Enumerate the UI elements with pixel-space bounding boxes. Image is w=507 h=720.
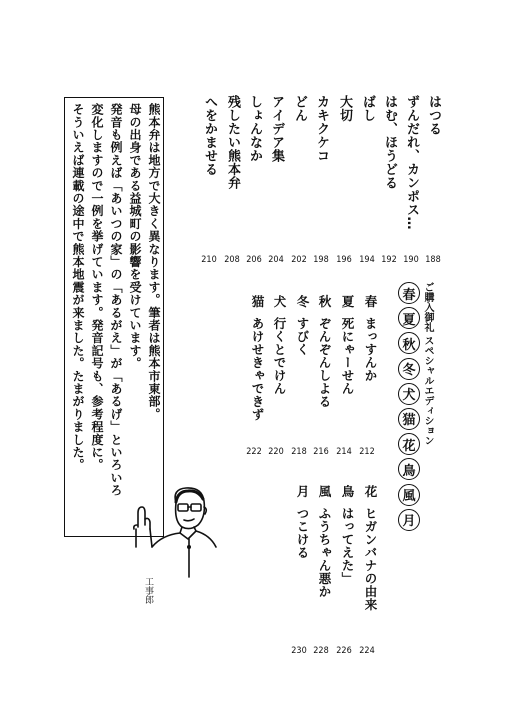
special-item-kanji: 冬 (295, 295, 310, 308)
special-item (270, 295, 288, 395)
note-line: 発音も例えば「あいつの家」の「あるがえ」が「あるげ」といろいろ (109, 103, 123, 497)
special-edition-label: ご購入御礼 スペシャルエディション (422, 282, 433, 446)
special-item (361, 295, 379, 382)
toc-item: はつる (426, 95, 441, 136)
page-number: 226 (336, 646, 352, 656)
toc-item: 残したい熊本弁 (225, 95, 240, 190)
page-number: 204 (268, 255, 284, 265)
special-item (315, 295, 333, 408)
page-number: 192 (381, 255, 397, 265)
special-item (248, 295, 266, 421)
circled-char: 猫 (398, 408, 420, 430)
page-number: 224 (359, 646, 375, 656)
special-item-kanji: 秋 (317, 295, 332, 308)
page-number: 210 (201, 255, 217, 265)
note-line: 変化しますので一例を挙げています。発音記号も、参考程度に。 (90, 103, 104, 472)
note-line: 母の出身である益城町の影響を受けています。 (128, 103, 142, 370)
page-number: 206 (246, 255, 262, 265)
circled-char: 夏 (398, 307, 420, 329)
note-line: そういえば連載の途中で熊本地震が来ました。たまがりました。 (71, 103, 85, 472)
page-number: 230 (291, 646, 307, 656)
special-item-kanji: 月 (295, 485, 310, 498)
toc-item: アイデア集 (269, 95, 284, 163)
toc-item: どん (292, 95, 307, 122)
page-number: 214 (336, 447, 352, 457)
page-number: 196 (336, 255, 352, 265)
special-item (338, 485, 356, 585)
special-item-kanji: 犬 (272, 295, 287, 308)
special-item-text: はってえた」 (340, 507, 355, 585)
toc-item: カキクケコ (314, 95, 329, 163)
page-number: 216 (313, 447, 329, 457)
circled-char: 冬 (398, 358, 420, 380)
toc-item: ばし (360, 95, 375, 122)
special-item-text: ぞんぞんしよる (317, 317, 332, 408)
page-number: 228 (313, 646, 329, 656)
page-number: 208 (224, 255, 240, 265)
page-number: 222 (246, 447, 262, 457)
page-number: 220 (268, 447, 284, 457)
circled-char: 秋 (398, 332, 420, 354)
special-item-kanji: 風 (317, 485, 332, 498)
note-line: 熊本弁は地方で大きく異なります。筆者は熊本市東部。 (147, 103, 161, 421)
special-item-text: つこける (295, 507, 310, 559)
special-item-text: ふうちゃん悪か (317, 507, 332, 598)
special-item-kanji: 春 (363, 295, 378, 308)
special-item-kanji: 鳥 (340, 485, 355, 498)
special-item-kanji: 花 (363, 485, 378, 498)
toc-item: はむ、ほうどる (382, 95, 397, 190)
special-item-text: 行くとでけん (272, 317, 287, 395)
special-item-kanji: 猫 (250, 295, 265, 308)
circled-char: 春 (398, 282, 420, 304)
page-number: 194 (359, 255, 375, 265)
page-number: 190 (403, 255, 419, 265)
special-item (293, 485, 311, 559)
special-item (315, 485, 333, 598)
circled-char: 犬 (398, 383, 420, 405)
author-signature: 工事郎 (143, 577, 153, 604)
page-number: 202 (291, 255, 307, 265)
author-illustration (118, 485, 218, 580)
toc-item: しょんなか (247, 95, 262, 163)
toc-item: ずんだれ、カンポス… (404, 95, 419, 230)
special-item (361, 485, 379, 611)
page-number: 188 (425, 255, 441, 265)
circled-title (398, 282, 422, 534)
special-item (338, 295, 356, 395)
page-number: 218 (291, 447, 307, 457)
special-item-text: まっすんか (363, 317, 378, 382)
page-number: 212 (359, 447, 375, 457)
page-number: 198 (313, 255, 329, 265)
special-item-text: ヒガンバナの由来 (363, 507, 378, 611)
special-item-text: あけせきゃできず (250, 317, 265, 421)
circled-char: 花 (398, 433, 420, 455)
circled-char: 鳥 (398, 458, 420, 480)
toc-item: へをかませる (202, 95, 217, 176)
circled-char: 風 (398, 484, 420, 506)
toc-item: 大切 (337, 95, 352, 122)
special-item-kanji: 夏 (340, 295, 355, 308)
special-item-text: 死にゃーせん (340, 317, 355, 395)
special-item (293, 295, 311, 356)
special-item-text: すびく (295, 317, 310, 356)
circled-char: 月 (398, 509, 420, 531)
